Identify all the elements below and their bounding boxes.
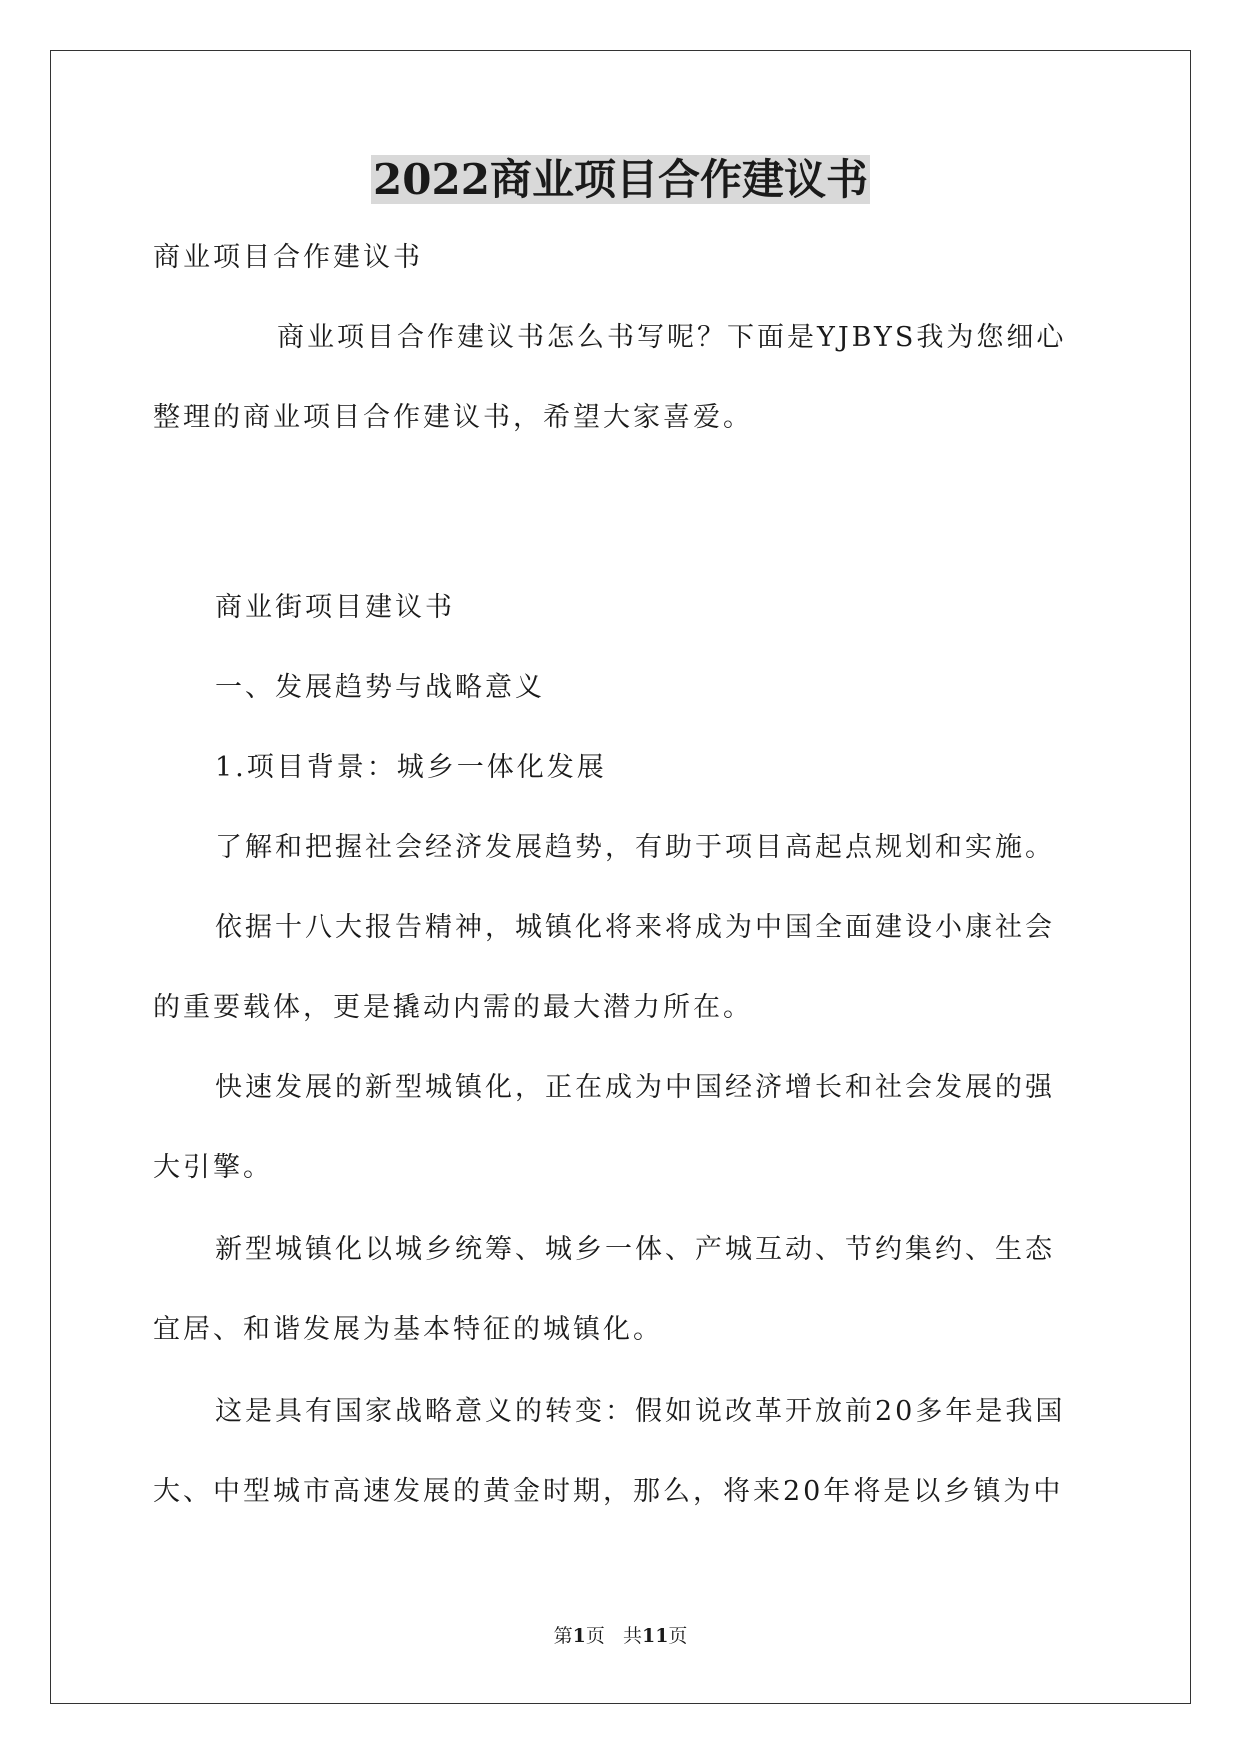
paragraph-line: 了解和把握社会经济发展趋势，有助于项目高起点规划和实施。 <box>215 832 1055 863</box>
footer-total-prefix: 共 <box>622 1625 642 1647</box>
paragraph-line: 快速发展的新型城镇化，正在成为中国经济增长和社会发展的强 <box>215 1072 1055 1103</box>
subsection-heading: 1.项目背景：城乡一体化发展 <box>215 752 607 783</box>
paragraph-line: 整理的商业项目合作建议书，希望大家喜爱。 <box>153 402 753 433</box>
paragraph-line: 这是具有国家战略意义的转变：假如说改革开放前20多年是我国 <box>215 1396 1066 1427</box>
paragraph-line: 的重要载体，更是撬动内需的最大潜力所在。 <box>153 992 753 1023</box>
page-frame <box>50 50 1191 1704</box>
footer-page-number: 1 <box>572 1625 586 1647</box>
section-heading: 商业街项目建议书 <box>215 592 455 623</box>
paragraph-line: 大引擎。 <box>153 1152 273 1183</box>
document-subtitle: 商业项目合作建议书 <box>153 242 423 273</box>
paragraph-line: 大、中型城市高速发展的黄金时期，那么，将来20年将是以乡镇为中 <box>153 1476 1064 1507</box>
paragraph-line: 宜居、和谐发展为基本特征的城镇化。 <box>153 1314 663 1345</box>
footer-page-prefix: 第 <box>553 1625 573 1647</box>
footer-page-suffix: 页 <box>585 1625 605 1647</box>
document-title <box>0 150 1241 210</box>
section-heading: 一、发展趋势与战略意义 <box>215 672 545 703</box>
paragraph-line: 依据十八大报告精神，城镇化将来将成为中国全面建设小康社会 <box>215 912 1055 943</box>
footer-total-pages: 11 <box>641 1625 669 1647</box>
footer-total-suffix: 页 <box>668 1625 688 1647</box>
paragraph-line: 新型城镇化以城乡统筹、城乡一体、产城互动、节约集约、生态 <box>215 1234 1055 1265</box>
paragraph-line: 商业项目合作建议书怎么书写呢？下面是YJBYS我为您细心 <box>277 322 1067 353</box>
document-title-text: 2022商业项目合作建议书 <box>373 155 868 204</box>
page-footer <box>0 1622 1241 1650</box>
